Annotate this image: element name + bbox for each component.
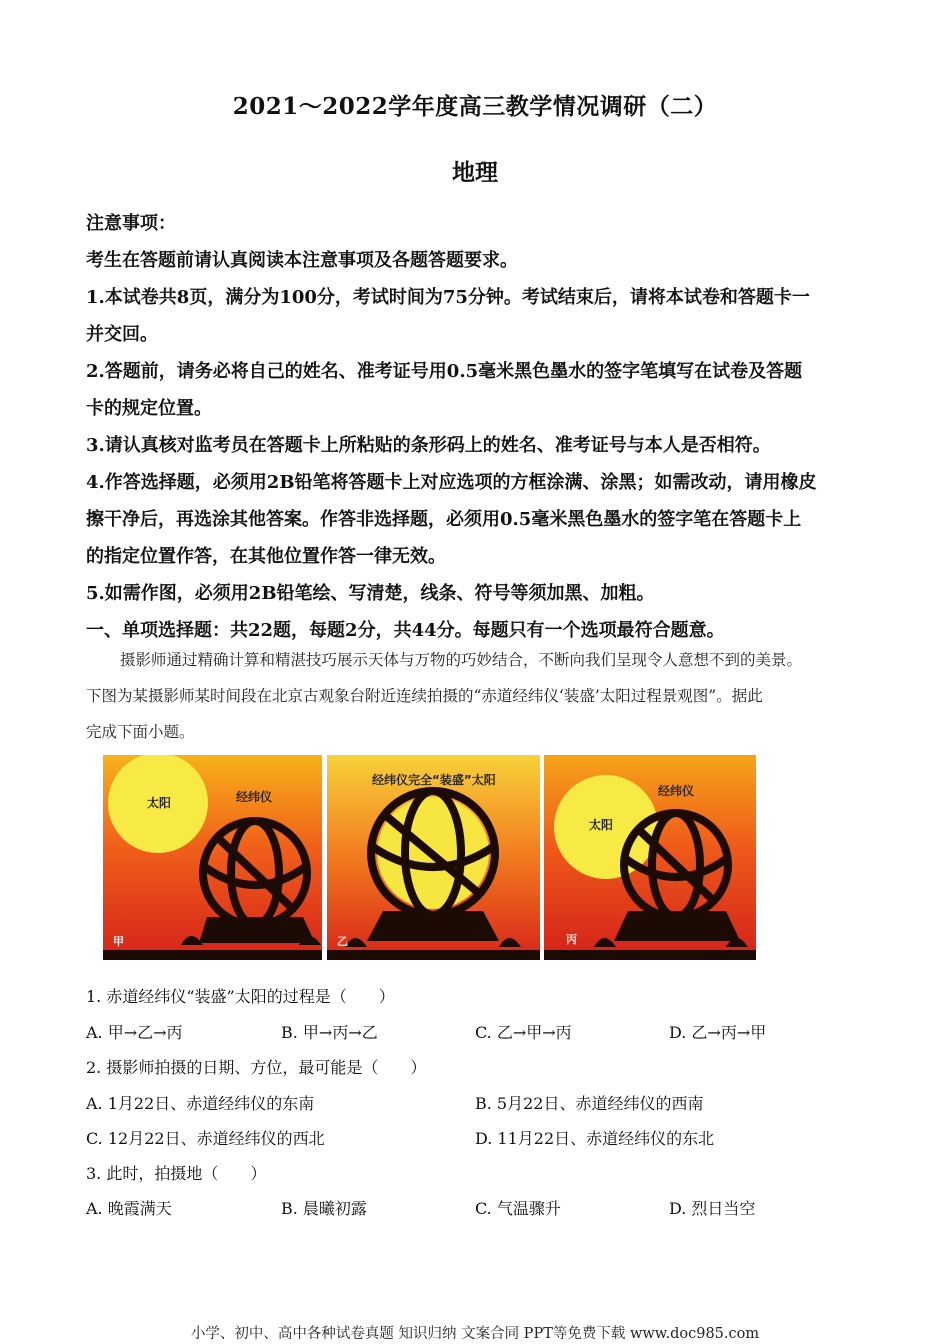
option-b[interactable]: B. 晨曦初露 [281,1199,367,1218]
subject-title: 地理 [452,159,498,186]
panel-corner-label: 乙 [337,935,348,948]
option-a[interactable]: A. 晚霞满天 [86,1199,172,1218]
photo-panel-yi [327,755,540,960]
figure-caption: 经纬仪完全“装盛”太阳 [372,773,496,787]
option-d[interactable]: D. 11月22日、赤道经纬仪的东北 [475,1129,715,1148]
sun-label: 太阳 [147,796,172,810]
option-c[interactable]: C. 12月22日、赤道经纬仪的西北 [86,1129,325,1148]
instruction-line: 1.本试卷共8页，满分为100分，考试时间为75分钟。考试结束后，请将本试卷和答题卡一 [86,287,810,308]
instrument-label: 经纬仪 [236,790,273,804]
option-a[interactable]: A. 甲→乙→丙 [86,1023,183,1042]
intro-line: 完成下面小题。 [86,723,195,741]
option-c[interactable]: C. 气温骤升 [475,1199,561,1218]
options-row [86,1018,866,1048]
instruction-line: 5.如需作图，必须用2B铅笔绘、写清楚，线条、符号等须加黑、加粗。 [86,583,655,604]
instruction-line: 卡的规定位置。 [86,398,212,419]
instruction-line: 4.作答选择题，必须用2B铅笔将答题卡上对应选项的方框涂满、涂黑；如需改动，请用橡皮 [86,472,817,493]
options-row [86,1124,866,1154]
instruction-line: 2.答题前，请务必将自己的姓名、准考证号用0.5毫米黑色墨水的签字笔填写在试卷及答题 [86,361,803,382]
instruction-line: 3.请认真核对监考员在答题卡上所粘贴的条形码上的姓名、准考证号与本人是否相符。 [86,435,771,456]
section-heading: 一、单项选择题：共22题，每题2分，共44分。每题只有一个选项最符合题意。 [86,620,725,641]
instrument-label: 经纬仪 [658,784,695,798]
option-c[interactable]: C. 乙→甲→丙 [475,1023,572,1042]
option-d[interactable]: D. 乙→丙→甲 [669,1023,767,1042]
intro-line: 下图为某摄影师某时间段在北京古观象台附近连续拍摄的“赤道经纬仪‘装盛’太阳过程景观图”。据此 [86,687,763,705]
passage-intro [86,642,866,750]
option-d[interactable]: D. 烈日当空 [669,1199,756,1218]
options-row [86,1089,866,1119]
panel-corner-label: 甲 [113,935,124,948]
options-row [86,1194,866,1224]
option-b[interactable]: B. 甲→丙→乙 [281,1023,378,1042]
photo-panel-bing [544,755,756,960]
page-footer: 小学、初中、高中各种试卷真题 知识归纳 文案合同 PPT等免费下载 www.doc985.com [190,1326,760,1342]
armillary-sun-figure [103,755,756,960]
instruction-line: 考生在答题前请认真阅读本注意事项及各题答题要求。 [86,250,518,271]
exam-title: 2021～2022学年度高三教学情况调研（二） [232,93,718,120]
sun-label: 太阳 [589,818,614,832]
question-stem: 3. 此时，拍摄地（ ） [86,1164,267,1183]
instruction-line: 的指定位置作答，在其他位置作答一律无效。 [86,546,446,567]
intro-line: 摄影师通过精确计算和精湛技巧展示天体与万物的巧妙结合，不断向我们呈现令人意想不到的美景。 [120,651,803,669]
option-a[interactable]: A. 1月22日、赤道经纬仪的东南 [86,1094,315,1113]
panel-corner-label: 丙 [566,933,577,946]
question-stem: 2. 摄影师拍摄的日期、方位，最可能是（ ） [86,1058,427,1077]
instructions-block [86,205,866,649]
option-b[interactable]: B. 5月22日、赤道经纬仪的西南 [475,1094,704,1113]
photo-panel-jia [103,755,322,960]
instruction-line: 并交回。 [86,324,158,345]
question-stem: 1. 赤道经纬仪“装盛”太阳的过程是（ ） [86,987,395,1006]
instruction-line: 擦干净后，再选涂其他答案。作答非选择题，必须用0.5毫米黑色墨水的签字笔在答题卡上 [86,509,802,530]
instructions-heading: 注意事项： [86,213,176,234]
